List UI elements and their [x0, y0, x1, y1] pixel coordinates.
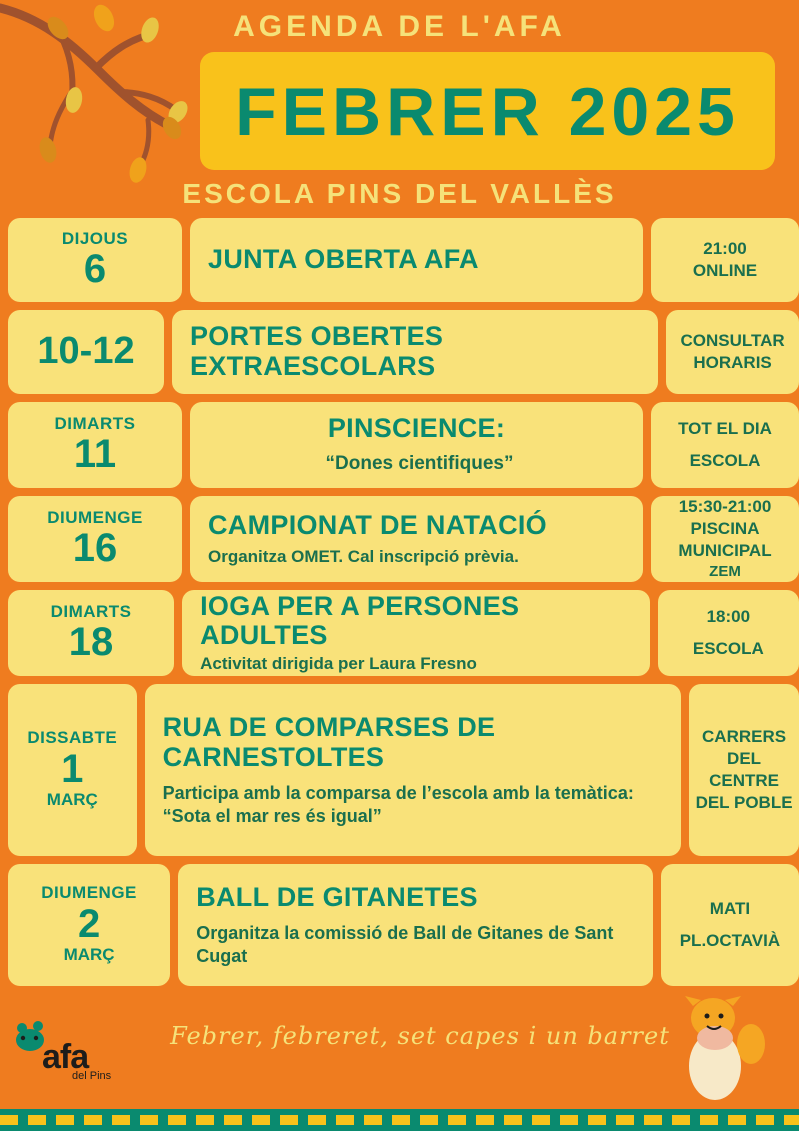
stripe-dash [420, 1115, 438, 1125]
event-subtitle: “Dones cientifiques” [325, 453, 514, 475]
event-info-line: 18:00 [706, 606, 751, 626]
event-info-line: DEL CENTRE [709, 748, 779, 790]
afa-logo-subtext: del Pins [72, 1070, 112, 1082]
event-title: CAMPIONAT DE NATACIÓ [208, 510, 547, 541]
stripe-dash [504, 1115, 522, 1125]
event-day: 2 [77, 902, 101, 947]
stripe-dash [56, 1115, 74, 1125]
event-info [658, 590, 799, 676]
month-title: FEBRER 2025 [235, 74, 740, 150]
event-info-line: ESCOLA [692, 639, 764, 658]
spacer [667, 920, 793, 930]
lion-mascot-icon [671, 994, 781, 1112]
event-info [651, 496, 799, 582]
event-info-line: TOT EL DIA [678, 418, 772, 438]
stripe-dash [560, 1115, 578, 1125]
event-date [8, 218, 182, 302]
event-day: 1 [61, 747, 84, 792]
stripe-dash [532, 1115, 550, 1125]
event-info-line: DEL POBLE [695, 793, 793, 813]
afa-logo-text: afa [42, 1038, 89, 1076]
event-info [651, 402, 799, 488]
stripe-dash [672, 1115, 690, 1125]
event-title: PORTES OBERTES EXTRAESCOLARS [189, 321, 444, 381]
event-date [8, 864, 170, 986]
poster-header [0, 0, 799, 218]
spacer [664, 628, 793, 638]
event-month: MARÇ [63, 945, 115, 965]
stripe-dash [280, 1115, 298, 1125]
stripe-dash [700, 1115, 718, 1125]
stripe-dash [784, 1115, 799, 1125]
event-title: JUNTA OBERTA AFA [208, 244, 479, 275]
event-title: BALL DE GITANETES [196, 881, 478, 912]
agenda-list [0, 218, 799, 986]
event-info-line: 15:30-21:00 [678, 497, 772, 517]
event-title: PINSCIENCE: [327, 412, 506, 443]
agenda-row [0, 590, 799, 676]
event-subtitle: Participa amb la comparsa de l’escola amb la temàtica: “Sota el mar res és igual” [162, 783, 634, 826]
event-weekday: DIMARTS [50, 601, 132, 621]
event-info-line: HORARIS [693, 353, 772, 372]
event-title: RUA DE COMPARSES DE CARNESTOLTES [162, 711, 496, 772]
event-info-line: MUNICIPAL [678, 541, 772, 561]
stripe-dash [224, 1115, 242, 1125]
agenda-row [0, 402, 799, 488]
event-details [145, 684, 682, 856]
stripe-dash [616, 1115, 634, 1125]
event-month: MARÇ [46, 790, 98, 810]
footer-quote: Febrer, febreret, set capes i un barret [170, 1022, 670, 1050]
event-day: 6 [83, 247, 107, 292]
event-info [666, 310, 799, 394]
event-subtitle: Activitat dirigida per Laura Fresno [200, 654, 477, 674]
stripe-dash [140, 1115, 158, 1125]
event-date [8, 310, 164, 394]
event-day: 10-12 [37, 330, 135, 373]
event-info-line: ONLINE [692, 261, 758, 280]
event-subtitle: Organitza OMET. Cal inscripció prèvia. [208, 546, 519, 566]
stripe-dash [392, 1115, 410, 1125]
event-weekday: DIUMENGE [47, 507, 143, 527]
stripe-dash [308, 1115, 326, 1125]
school-name: ESCOLA PINS DEL VALLÈS [182, 178, 617, 209]
agenda-row [0, 864, 799, 986]
agenda-row [0, 684, 799, 856]
event-info-line: 21:00 [703, 238, 747, 258]
event-info [651, 218, 799, 302]
event-weekday: DIJOUS [61, 228, 129, 248]
stripe-dash [84, 1115, 102, 1125]
stripe-dash [28, 1115, 46, 1125]
stripe-dash [252, 1115, 270, 1125]
event-title: IOGA PER A PERSONES ADULTES [200, 590, 520, 651]
event-info-line: PISCINA [690, 519, 760, 539]
event-weekday: DISSABTE [27, 728, 118, 748]
event-info-line: ESCOLA [689, 451, 761, 470]
event-details [190, 402, 643, 488]
agenda-row [0, 496, 799, 582]
afa-bear-logo-icon [10, 1012, 130, 1090]
stripe-dash [0, 1115, 18, 1125]
stripe-dash [644, 1115, 662, 1125]
agenda-row [0, 218, 799, 302]
event-weekday: DIUMENGE [41, 883, 137, 903]
event-info-line: CONSULTAR [680, 330, 785, 350]
event-date [8, 496, 182, 582]
event-date [8, 402, 182, 488]
stripe-dash [336, 1115, 354, 1125]
event-details [190, 218, 643, 302]
page-title: AGENDA DE L'AFA [233, 10, 566, 43]
event-date [8, 590, 174, 676]
event-info [661, 864, 799, 986]
event-date [8, 684, 137, 856]
event-info-line: MATI [709, 898, 751, 918]
event-info-line: PL.OCTAVIÀ [679, 931, 781, 950]
stripe-dash [588, 1115, 606, 1125]
poster-footer [0, 994, 799, 1106]
event-details [172, 310, 658, 394]
event-info [689, 684, 799, 856]
stripe-dash [168, 1115, 186, 1125]
event-info-line: CARRERS [702, 726, 787, 746]
stripe-dash [364, 1115, 382, 1125]
event-details [178, 864, 653, 986]
stripe-dash [112, 1115, 130, 1125]
agenda-row [0, 310, 799, 394]
event-details [190, 496, 643, 582]
event-day: 16 [72, 526, 118, 571]
stripe-dash [196, 1115, 214, 1125]
stripe-dash [448, 1115, 466, 1125]
event-day: 18 [68, 620, 114, 665]
event-info-line: ZEM [709, 563, 741, 581]
stripe-dash [756, 1115, 774, 1125]
stripe-dash [476, 1115, 494, 1125]
spacer [657, 440, 793, 450]
event-subtitle: Organitza la comissió de Ball de Gitanes de Sant Cugat [196, 923, 614, 966]
event-day: 11 [73, 432, 117, 477]
stripe-dash [728, 1115, 746, 1125]
event-details [182, 590, 650, 676]
event-weekday: DIMARTS [54, 413, 136, 433]
bottom-stripe [0, 1109, 799, 1131]
